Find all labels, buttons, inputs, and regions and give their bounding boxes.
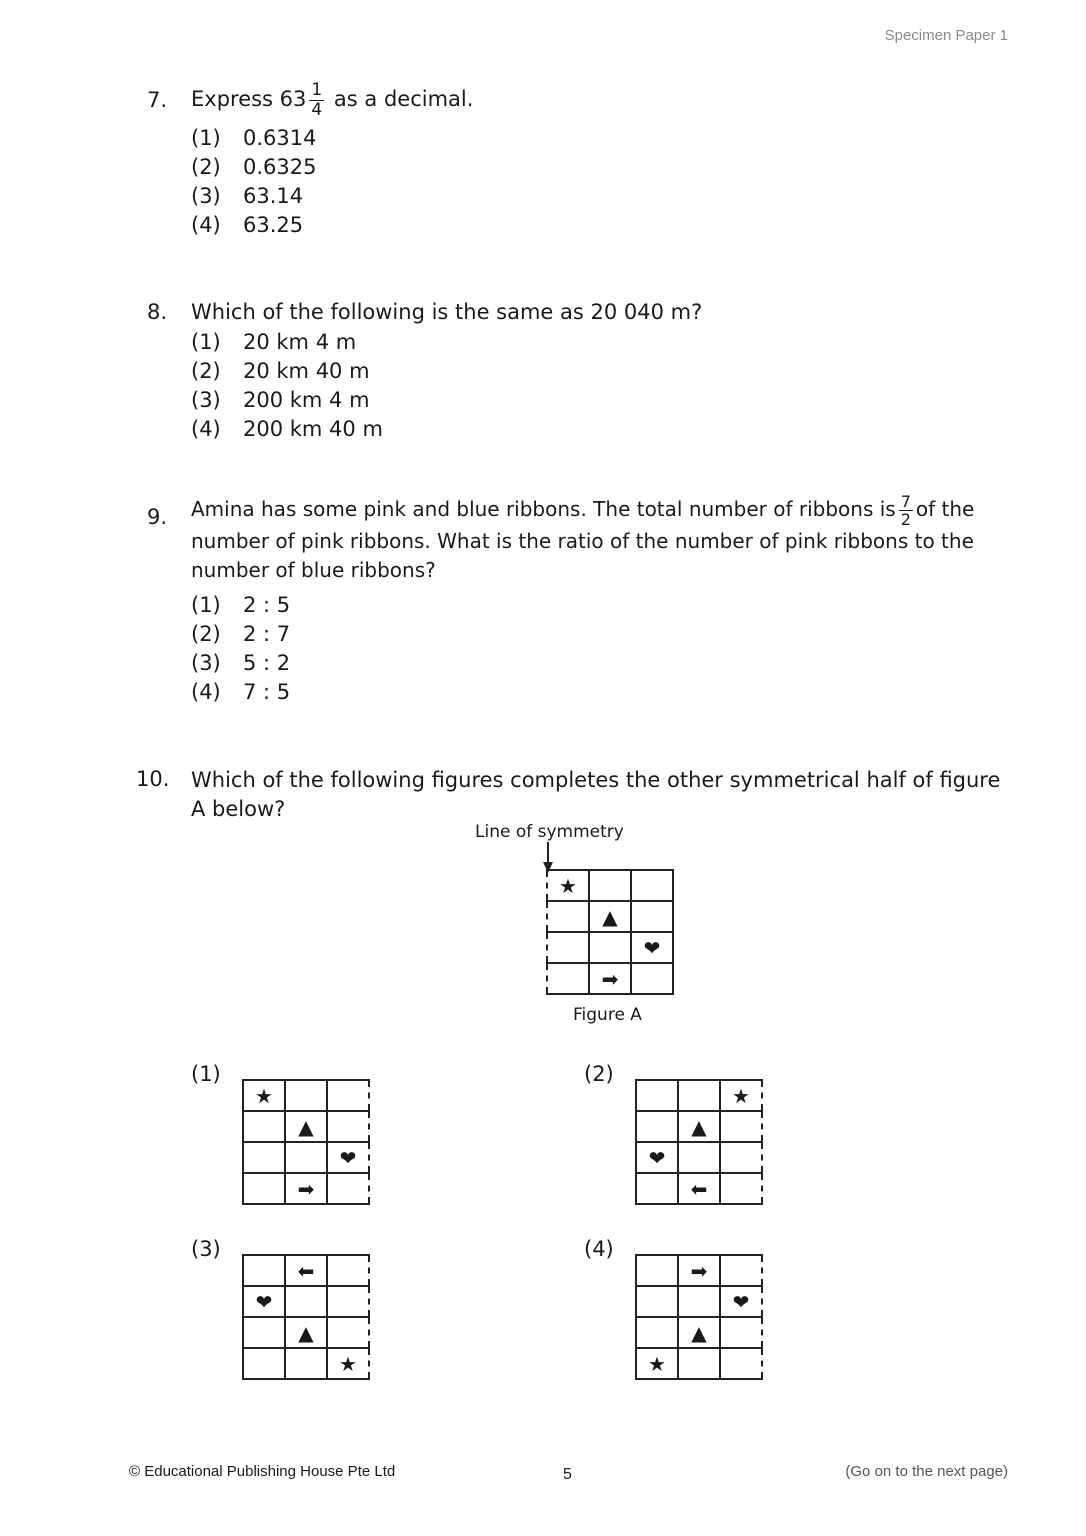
option-value: 0.6314	[243, 126, 317, 150]
grid-cell	[636, 1317, 678, 1348]
star-icon: ★	[255, 1083, 273, 1108]
q10-option-3-label[interactable]: (3)	[191, 1237, 221, 1261]
heart-icon: ❤	[732, 1289, 750, 1314]
grid-cell	[631, 901, 673, 932]
q10-option-3-grid[interactable]	[242, 1254, 370, 1380]
q7-text	[191, 76, 1016, 122]
grid-cell	[547, 870, 589, 901]
grid-row	[243, 1173, 369, 1204]
grid-cell	[720, 1173, 762, 1204]
star-icon: ★	[648, 1351, 666, 1376]
option-value: 0.6325	[243, 155, 317, 179]
arrow-right-icon: ➡	[601, 966, 619, 991]
grid-cell	[243, 1173, 285, 1204]
option-label: (2)	[191, 622, 221, 646]
q7-text-after: as a decimal.	[327, 87, 474, 111]
q9-text	[191, 494, 1016, 585]
grid-row	[636, 1080, 762, 1111]
grid-row	[636, 1286, 762, 1317]
grid-cell	[589, 963, 631, 994]
grid-cell	[327, 1173, 369, 1204]
q8-number: 8.	[147, 300, 168, 324]
grid-cell	[678, 1173, 720, 1204]
triangle-icon: ▲	[691, 1114, 707, 1139]
q7-option-4[interactable]	[191, 211, 316, 240]
q10-number: 10.	[136, 767, 170, 791]
option-value: 63.25	[243, 213, 304, 237]
grid-row	[547, 963, 673, 994]
grid-cell	[589, 870, 631, 901]
q9-numerator: 7	[900, 492, 911, 511]
option-value: 5 : 2	[243, 651, 291, 675]
grid-row	[243, 1348, 369, 1379]
q8-text: Which of the following is the same as 20 040 m?	[191, 300, 703, 324]
grid-row	[636, 1255, 762, 1286]
heart-icon: ❤	[643, 935, 661, 960]
grid-cell	[327, 1111, 369, 1142]
q10-option-4-label[interactable]: (4)	[584, 1237, 614, 1261]
option-label: (1)	[191, 593, 221, 617]
grid-cell	[243, 1317, 285, 1348]
grid-row	[636, 1111, 762, 1142]
grid-cell	[636, 1255, 678, 1286]
q10-option-2-grid[interactable]	[635, 1079, 763, 1205]
option-label: (3)	[191, 184, 221, 208]
triangle-icon: ▲	[602, 904, 618, 929]
grid-cell	[678, 1080, 720, 1111]
q9-text-after: of the number of pink ribbons. What is the ratio of the number of pink ribbons to the number of blue ribbons?	[191, 497, 975, 582]
grid-cell	[678, 1348, 720, 1379]
grid-cell	[327, 1348, 369, 1379]
option-value: 200 km 40 m	[243, 417, 383, 441]
q8-option-2[interactable]	[191, 357, 383, 386]
option-value: 20 km 40 m	[243, 359, 370, 383]
option-label: (2)	[191, 155, 221, 179]
grid-cell	[636, 1286, 678, 1317]
grid-cell	[720, 1142, 762, 1173]
q7-number: 7.	[147, 88, 168, 112]
grid-row	[243, 1317, 369, 1348]
option-label: (4)	[191, 417, 221, 441]
option-label: (3)	[191, 651, 221, 675]
grid-cell	[327, 1317, 369, 1348]
grid-cell	[547, 932, 589, 963]
grid-cell	[589, 901, 631, 932]
grid-cell	[327, 1080, 369, 1111]
grid-cell	[720, 1286, 762, 1317]
q10-option-4-grid[interactable]	[635, 1254, 763, 1380]
grid-cell	[285, 1348, 327, 1379]
grid-cell	[678, 1317, 720, 1348]
figure-a-caption: Figure A	[573, 1005, 642, 1025]
grid-cell	[243, 1255, 285, 1286]
grid-row	[547, 901, 673, 932]
grid-cell	[243, 1111, 285, 1142]
grid-cell	[720, 1080, 762, 1111]
q7-fraction	[309, 79, 324, 120]
grid-cell	[636, 1173, 678, 1204]
grid-row	[243, 1255, 369, 1286]
q7-options	[191, 124, 316, 240]
q9-number: 9.	[147, 505, 168, 529]
grid-row	[547, 870, 673, 901]
grid-row	[547, 932, 673, 963]
grid-cell	[636, 1111, 678, 1142]
q7-denominator: 4	[311, 99, 323, 120]
grid-cell	[678, 1142, 720, 1173]
grid-cell	[678, 1255, 720, 1286]
grid-row	[636, 1173, 762, 1204]
heart-icon: ❤	[255, 1289, 273, 1314]
star-icon: ★	[559, 873, 577, 898]
option-value: 2 : 5	[243, 593, 291, 617]
q8-option-3[interactable]	[191, 386, 383, 415]
q10-option-1-grid[interactable]	[242, 1079, 370, 1205]
q8-option-4[interactable]	[191, 415, 383, 444]
arrow-right-icon: ➡	[297, 1176, 315, 1201]
header-title: Specimen Paper 1	[884, 27, 1008, 44]
q9-text-before: Amina has some pink and blue ribbons. The total number of ribbons is	[191, 497, 896, 521]
q9-option-3[interactable]	[191, 649, 290, 678]
grid-cell	[285, 1111, 327, 1142]
arrow-left-icon: ⬅	[297, 1258, 315, 1283]
option-value: 2 : 7	[243, 622, 291, 646]
grid-cell	[285, 1286, 327, 1317]
option-value: 200 km 4 m	[243, 388, 370, 412]
heart-icon: ❤	[339, 1145, 357, 1170]
grid-cell	[243, 1286, 285, 1317]
triangle-icon: ▲	[298, 1114, 314, 1139]
grid-row	[243, 1142, 369, 1173]
q9-option-4[interactable]	[191, 678, 290, 707]
grid-cell	[547, 963, 589, 994]
star-icon: ★	[339, 1351, 357, 1376]
footer-page-number: 5	[563, 1466, 572, 1483]
option-value: 7 : 5	[243, 680, 291, 704]
grid-cell	[285, 1173, 327, 1204]
option-label: (4)	[191, 213, 221, 237]
grid-cell	[720, 1111, 762, 1142]
line-of-symmetry-label: Line of symmetry	[475, 822, 624, 842]
grid-cell	[327, 1142, 369, 1173]
grid-cell	[636, 1142, 678, 1173]
q9-option-1[interactable]	[191, 591, 290, 620]
grid-cell	[631, 932, 673, 963]
grid-cell	[678, 1286, 720, 1317]
grid-cell	[631, 963, 673, 994]
q9-fraction	[899, 494, 913, 527]
q9-options	[191, 591, 290, 707]
grid-cell	[285, 1080, 327, 1111]
q7-numerator: 1	[311, 79, 323, 100]
grid-cell	[720, 1348, 762, 1379]
option-label: (4)	[191, 680, 221, 704]
grid-row	[243, 1111, 369, 1142]
q8-option-1[interactable]	[191, 328, 383, 357]
option-value: 63.14	[243, 184, 304, 208]
q10-text: Which of the following figures completes the other symmetrical half of figure A below?	[191, 768, 1001, 821]
arrow-right-icon: ➡	[690, 1258, 708, 1283]
figure-a-grid	[546, 869, 674, 995]
q10-option-1-label[interactable]: (1)	[191, 1062, 221, 1086]
q8-options	[191, 328, 383, 444]
triangle-icon: ▲	[691, 1320, 707, 1345]
option-label: (1)	[191, 330, 221, 354]
option-label: (2)	[191, 359, 221, 383]
option-label: (1)	[191, 126, 221, 150]
q7-option-3[interactable]	[191, 182, 316, 211]
grid-row	[636, 1348, 762, 1379]
grid-cell	[720, 1317, 762, 1348]
footer-copyright: © Educational Publishing House Pte Ltd	[129, 1463, 396, 1480]
grid-row	[636, 1317, 762, 1348]
arrow-left-icon: ⬅	[690, 1176, 708, 1201]
q7-text-before: Express 63	[191, 87, 307, 111]
grid-cell	[285, 1317, 327, 1348]
grid-cell	[327, 1255, 369, 1286]
q9-option-2[interactable]	[191, 620, 290, 649]
footer-continue-note: (Go on to the next page)	[845, 1463, 1008, 1480]
grid-cell	[678, 1111, 720, 1142]
heart-icon: ❤	[648, 1145, 666, 1170]
grid-cell	[720, 1255, 762, 1286]
grid-row	[243, 1286, 369, 1317]
option-label: (3)	[191, 388, 221, 412]
grid-cell	[636, 1080, 678, 1111]
grid-row	[636, 1142, 762, 1173]
grid-cell	[243, 1348, 285, 1379]
q10-option-2-label[interactable]: (2)	[584, 1062, 614, 1086]
grid-cell	[327, 1286, 369, 1317]
star-icon: ★	[732, 1083, 750, 1108]
grid-cell	[285, 1142, 327, 1173]
grid-cell	[243, 1080, 285, 1111]
triangle-icon: ▲	[298, 1320, 314, 1345]
q7-option-2[interactable]	[191, 153, 316, 182]
grid-cell	[636, 1348, 678, 1379]
grid-cell	[631, 870, 673, 901]
grid-row	[243, 1080, 369, 1111]
grid-cell	[243, 1142, 285, 1173]
grid-cell	[285, 1255, 327, 1286]
q7-option-1[interactable]	[191, 124, 316, 153]
grid-cell	[589, 932, 631, 963]
q9-denominator: 2	[900, 510, 911, 529]
option-value: 20 km 4 m	[243, 330, 357, 354]
grid-cell	[547, 901, 589, 932]
